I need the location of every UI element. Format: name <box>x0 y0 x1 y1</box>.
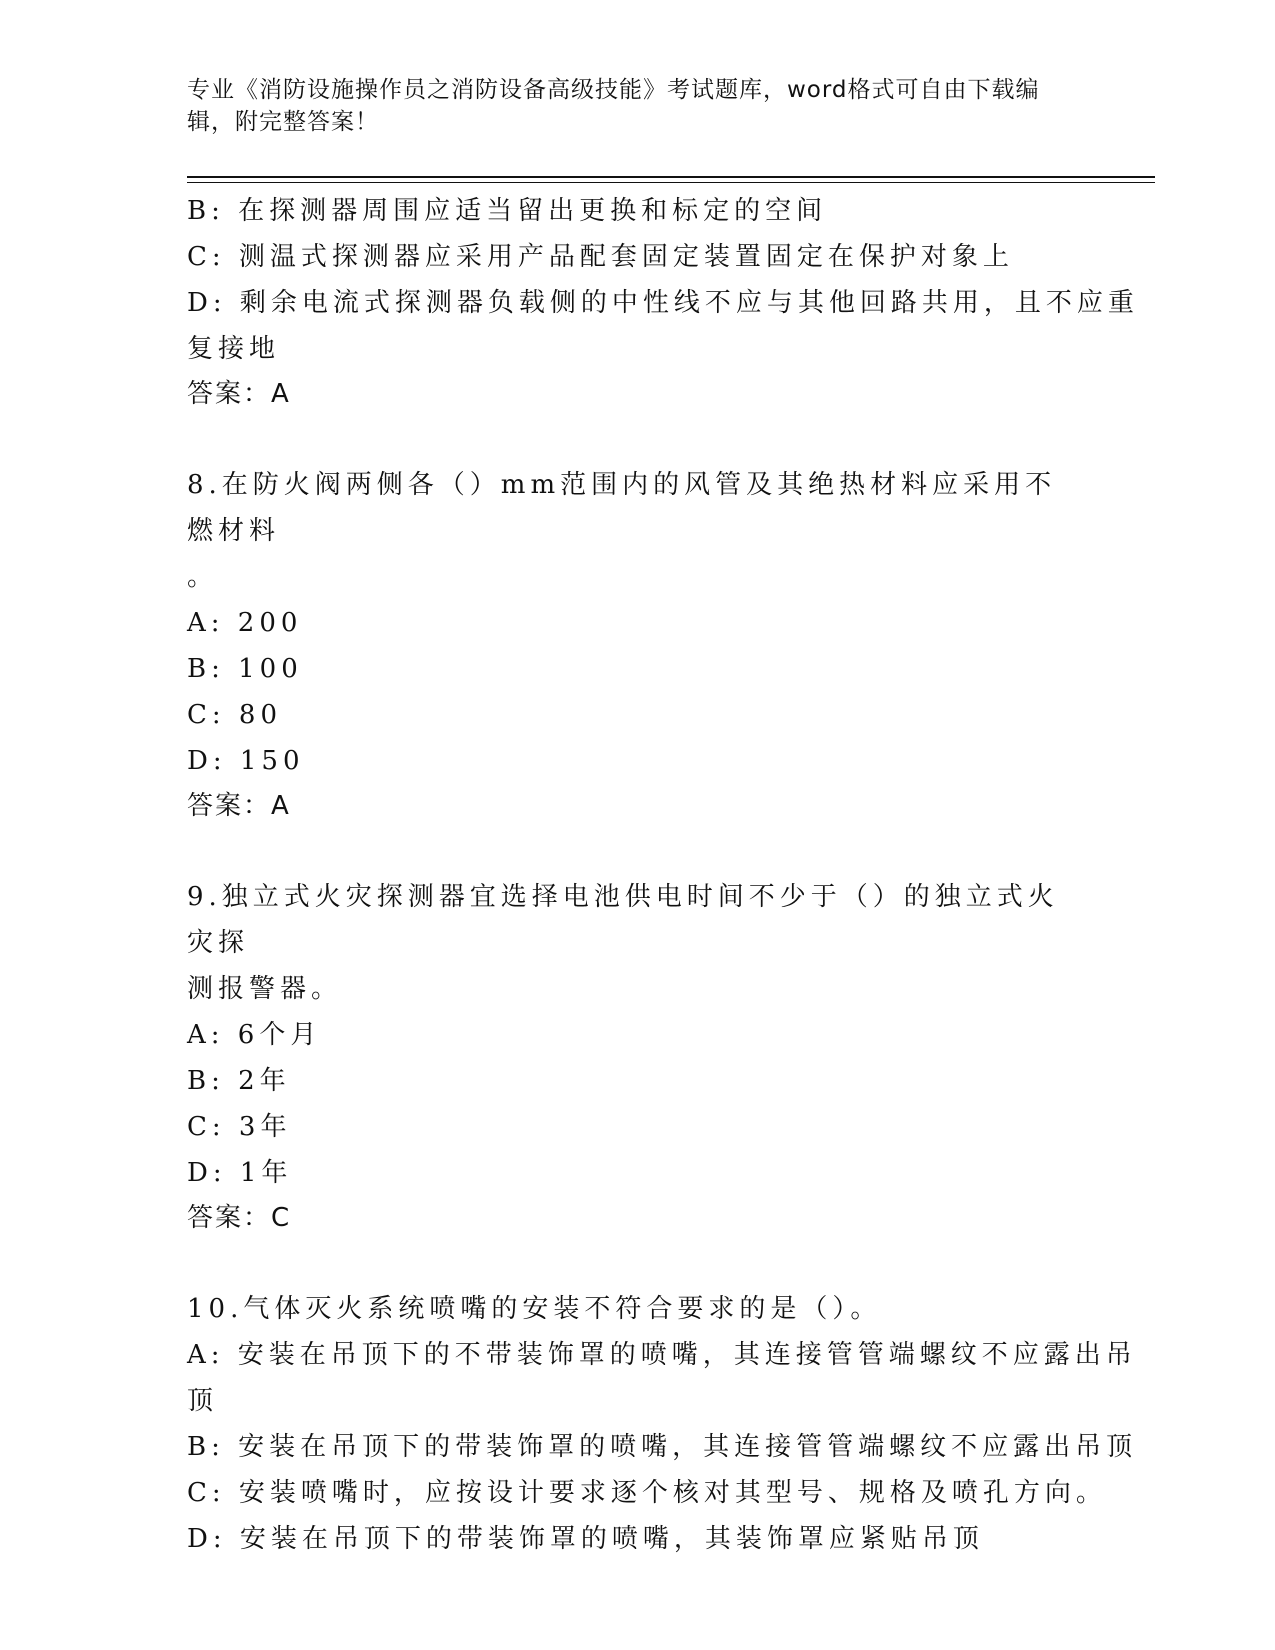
answer-label: 答案：A <box>187 379 291 409</box>
question-9-text-continued: 测报警器。 <box>187 974 343 1004</box>
question-10-block <box>187 1286 1138 1562</box>
option-d: D: 1年 <box>187 1158 293 1188</box>
option-d: D: 150 <box>187 746 305 776</box>
answer-label: 答案：A <box>187 791 291 821</box>
question-7-block <box>187 188 1139 416</box>
option-c: C: 3年 <box>187 1112 292 1142</box>
option-b: B: 100 <box>187 654 303 684</box>
option-a: A: 安装在吊顶下的不带装饰罩的喷嘴，其连接管管端螺纹不应露出吊 <box>187 1340 1137 1370</box>
option-d: D: 剩余电流式探测器负载侧的中性线不应与其他回路共用，且不应重 <box>187 288 1139 318</box>
option-d-continued: 复接地 <box>187 334 281 364</box>
option-b: B: 在探测器周围应适当留出更换和标定的空间 <box>187 196 828 226</box>
option-b: B: 安装在吊顶下的带装饰罩的喷嘴，其连接管管端螺纹不应露出吊顶 <box>187 1432 1138 1462</box>
document-header: 专业《消防设施操作员之消防设备高级技能》考试题库，word格式可自由下载编辑，附完整答案！ <box>187 77 1040 135</box>
option-a-continued: 顶 <box>187 1386 219 1416</box>
header-divider-thick <box>187 176 1155 178</box>
question-10-text: 10.气体灭火系统喷嘴的安装不符合要求的是（）。 <box>187 1294 882 1324</box>
option-a: A: 200 <box>187 608 303 638</box>
question-8-text: 8.在防火阀两侧各（）mm范围内的风管及其绝热材料应采用不燃材料 <box>187 470 1057 546</box>
header-divider-thin <box>187 182 1155 183</box>
question-8-block <box>187 462 1077 828</box>
question-8-text-continued: 。 <box>187 562 219 592</box>
option-c: C: 80 <box>187 700 283 730</box>
spacer <box>187 1240 1077 1286</box>
question-content <box>187 188 1139 1562</box>
spacer <box>187 416 1077 462</box>
option-c: C: 安装喷嘴时，应按设计要求逐个核对其型号、规格及喷孔方向。 <box>187 1478 1107 1508</box>
option-a: A: 6个月 <box>187 1020 322 1050</box>
spacer <box>187 828 1077 874</box>
option-d: D: 安装在吊顶下的带装饰罩的喷嘴，其装饰罩应紧贴吊顶 <box>187 1524 984 1554</box>
question-9-block <box>187 874 1077 1240</box>
option-c: C: 测温式探测器应采用产品配套固定装置固定在保护对象上 <box>187 242 1014 272</box>
answer-label: 答案：C <box>187 1203 292 1233</box>
option-b: B: 2年 <box>187 1066 291 1096</box>
question-9-text: 9.独立式火灾探测器宜选择电池供电时间不少于（）的独立式火灾探 <box>187 882 1059 958</box>
